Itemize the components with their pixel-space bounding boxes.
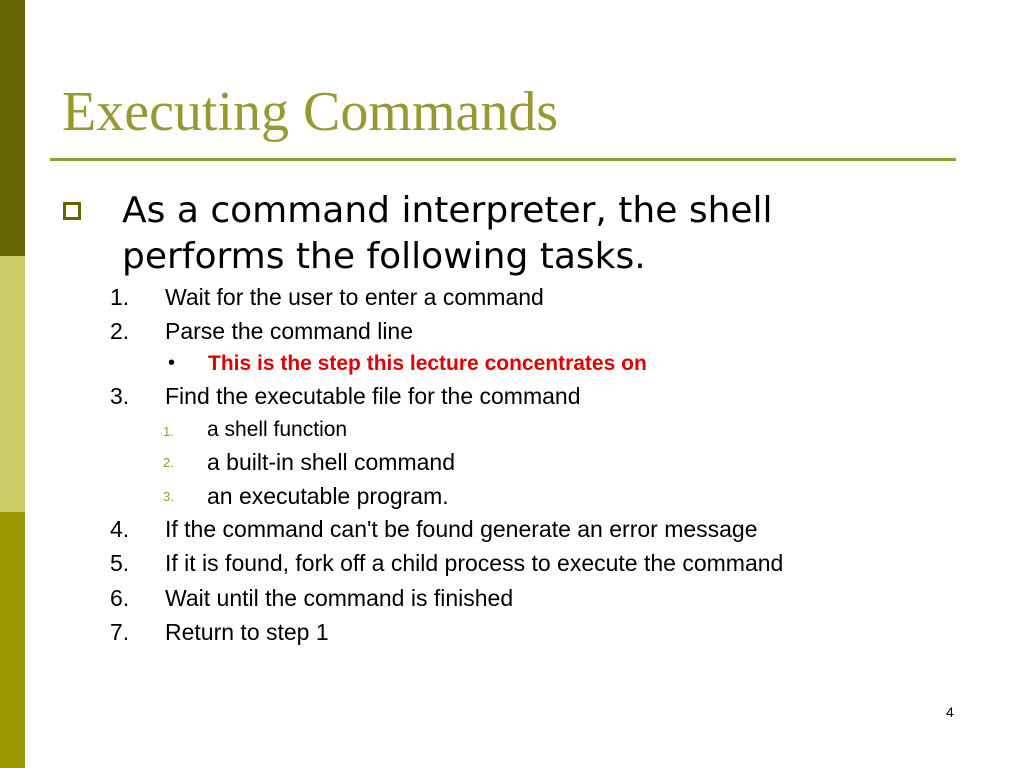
list-item-substep-1 bbox=[0, 418, 1000, 448]
substep-number: 2. bbox=[163, 455, 174, 470]
step-text: Wait until the command is finished bbox=[165, 585, 514, 611]
list-item-step-6 bbox=[0, 585, 1000, 615]
main-bullet-text: As a command interpreter, the shell performs the following tasks. bbox=[122, 190, 773, 277]
step-text: If it is found, fork off a child process to execute the command bbox=[165, 550, 784, 576]
substep-number: 1. bbox=[163, 424, 174, 439]
list-item-step-7 bbox=[0, 619, 1000, 649]
step-text: Find the executable file for the command bbox=[165, 383, 581, 409]
step-text: If the command can't be found generate an error message bbox=[165, 516, 758, 542]
list-item-step-5 bbox=[0, 550, 1000, 580]
step-number: 5. bbox=[110, 550, 130, 576]
list-item-substep-3 bbox=[0, 483, 1000, 513]
step-text: Return to step 1 bbox=[165, 619, 329, 645]
substep-text: a shell function bbox=[207, 418, 348, 441]
slide-title: Executing Commands bbox=[62, 81, 559, 143]
title-divider bbox=[50, 158, 956, 161]
list-item-substep-2 bbox=[0, 449, 1000, 479]
step-number: 7. bbox=[110, 619, 130, 645]
list-item-emphasis bbox=[0, 352, 1000, 382]
hollow-square-bullet-icon bbox=[63, 202, 81, 220]
step-text: Wait for the user to enter a command bbox=[165, 284, 544, 310]
emphasis-text: This is the step this lecture concentrates on bbox=[208, 352, 647, 375]
step-number: 2. bbox=[110, 318, 130, 344]
substep-text: an executable program. bbox=[207, 483, 449, 509]
list-item-step-2 bbox=[0, 318, 1000, 348]
step-text: Parse the command line bbox=[165, 318, 414, 344]
page-number: 4 bbox=[946, 704, 954, 720]
step-number: 4. bbox=[110, 516, 130, 542]
sidebar-top-segment bbox=[0, 0, 25, 256]
substep-number: 3. bbox=[163, 489, 174, 504]
step-number: 3. bbox=[110, 383, 130, 409]
substep-text: a built-in shell command bbox=[207, 449, 456, 475]
list-item-step-3 bbox=[0, 383, 1000, 413]
step-number: 1. bbox=[110, 284, 130, 310]
bullet-dot-icon: • bbox=[168, 352, 176, 374]
step-number: 6. bbox=[110, 585, 130, 611]
list-item-step-1 bbox=[0, 284, 1000, 314]
list-item-step-4 bbox=[0, 516, 1000, 546]
